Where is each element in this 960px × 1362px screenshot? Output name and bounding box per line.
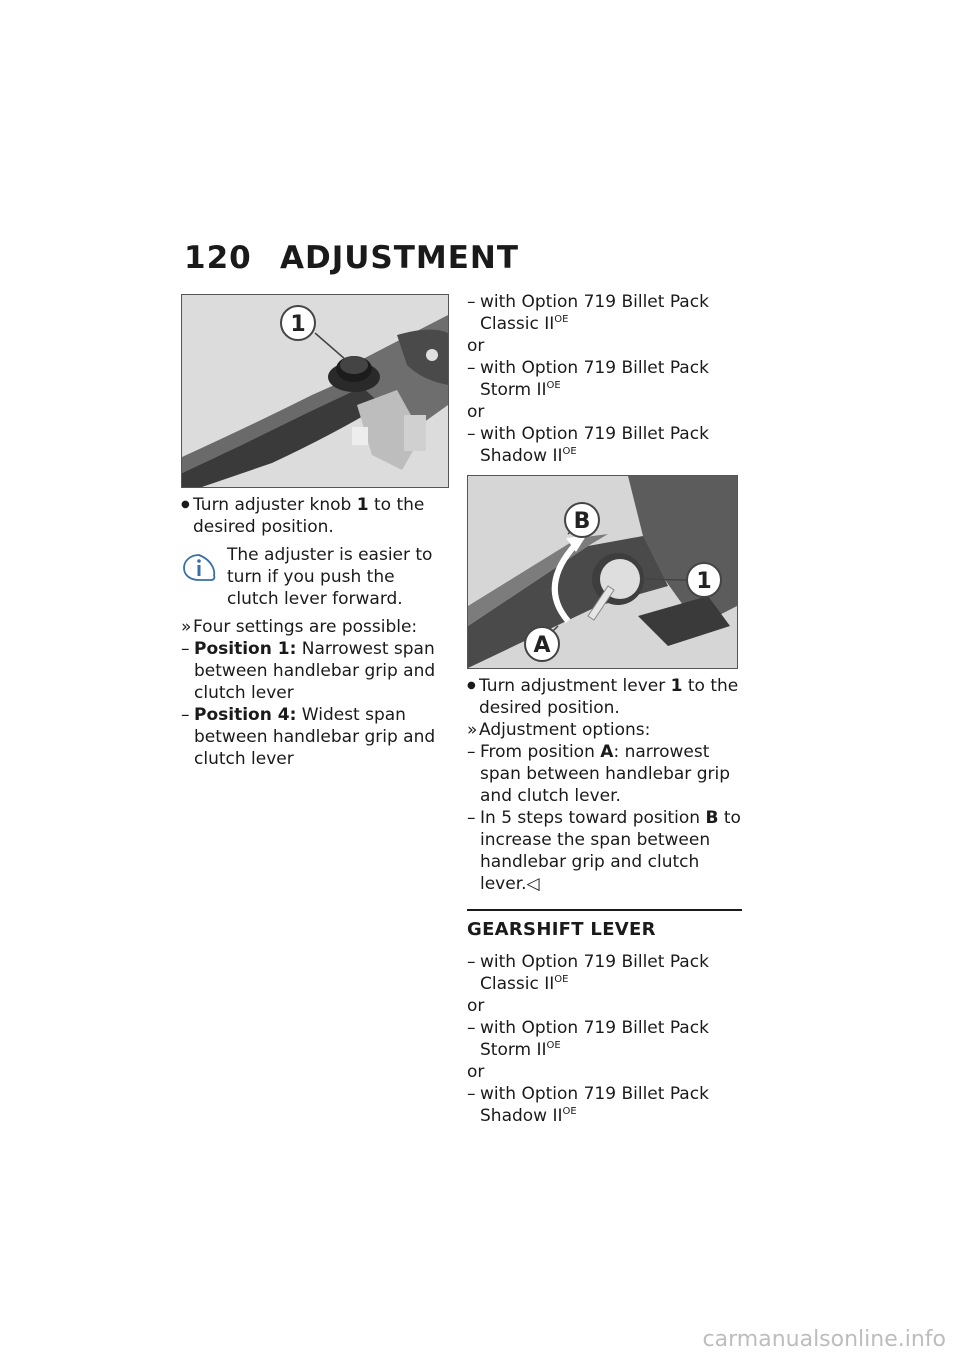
step-adjustment-lever: Turn adjustment lever 1 to the desired position.	[479, 676, 739, 718]
left-column	[181, 294, 449, 770]
right-column	[467, 291, 742, 1127]
figure1-label-1: 1	[290, 312, 306, 337]
section-title-gearshift: GEARSHIFT LEVER	[467, 919, 656, 940]
footer-watermark[interactable]: carmanualsonline.info	[702, 1327, 946, 1352]
bullet-icon: ●	[181, 499, 190, 510]
section-divider	[467, 909, 742, 911]
prereq2-shadow: – with Option 719 Billet Pack Shadow $II^{OE}$	[467, 1084, 709, 1126]
or-text: or	[467, 996, 485, 1016]
page-title: ADJUSTMENT	[280, 240, 520, 276]
bullet-icon: ●	[467, 680, 476, 691]
result-text: Adjustment options:	[479, 720, 651, 740]
prereq-shadow: – with Option 719 Billet Pack Shadow $II^{OE}$	[467, 424, 709, 466]
info-note	[181, 544, 449, 610]
or-text: or	[467, 1062, 485, 1082]
result-icon: »	[467, 720, 478, 740]
adjustment-lever-illustration	[468, 476, 737, 668]
figure2-label-1: 1	[696, 569, 712, 594]
figure2-label-a: A	[533, 633, 551, 658]
prereq-classic: – with Option 719 Billet Pack Classic $II^{OE}$	[467, 292, 709, 334]
or-text: or	[467, 336, 485, 356]
result-icon: »	[181, 617, 192, 637]
or-text: or	[467, 402, 485, 422]
step-adjuster-knob: Turn adjuster knob 1 to the desired position.	[193, 495, 425, 537]
option-from-a: – From position A: narrowest span between handlebar grip and clutch lever.	[467, 742, 730, 806]
info-icon	[181, 552, 217, 586]
figure-adjustment-lever	[467, 475, 738, 669]
result-text: Four settings are possible:	[193, 617, 418, 637]
option-position-1: – Position 1: Narrowest span between handlebar grip and clutch lever	[181, 639, 436, 703]
option-toward-b: – In 5 steps toward position B to increase the span between handlebar grip and clutch lever.◁	[467, 808, 741, 894]
prereq2-classic: – with Option 719 Billet Pack Classic $II^{OE}$	[467, 952, 709, 994]
prereq2-storm: – with Option 719 Billet Pack Storm $II^{OE}$	[467, 1018, 709, 1060]
page-number: 120	[184, 240, 252, 276]
figure2-label-b: B	[573, 509, 591, 534]
end-mark-icon: ◁	[526, 874, 540, 894]
figure-adjuster-knob	[181, 294, 449, 488]
page-header	[184, 240, 519, 276]
adjuster-knob-illustration	[182, 295, 448, 487]
note-text: The adjuster is easier to turn if you push the clutch lever forward.	[227, 545, 433, 609]
option-position-4: – Position 4: Widest span between handlebar grip and clutch lever	[181, 705, 436, 769]
prereq-storm: – with Option 719 Billet Pack Storm $II^{OE}$	[467, 358, 709, 400]
